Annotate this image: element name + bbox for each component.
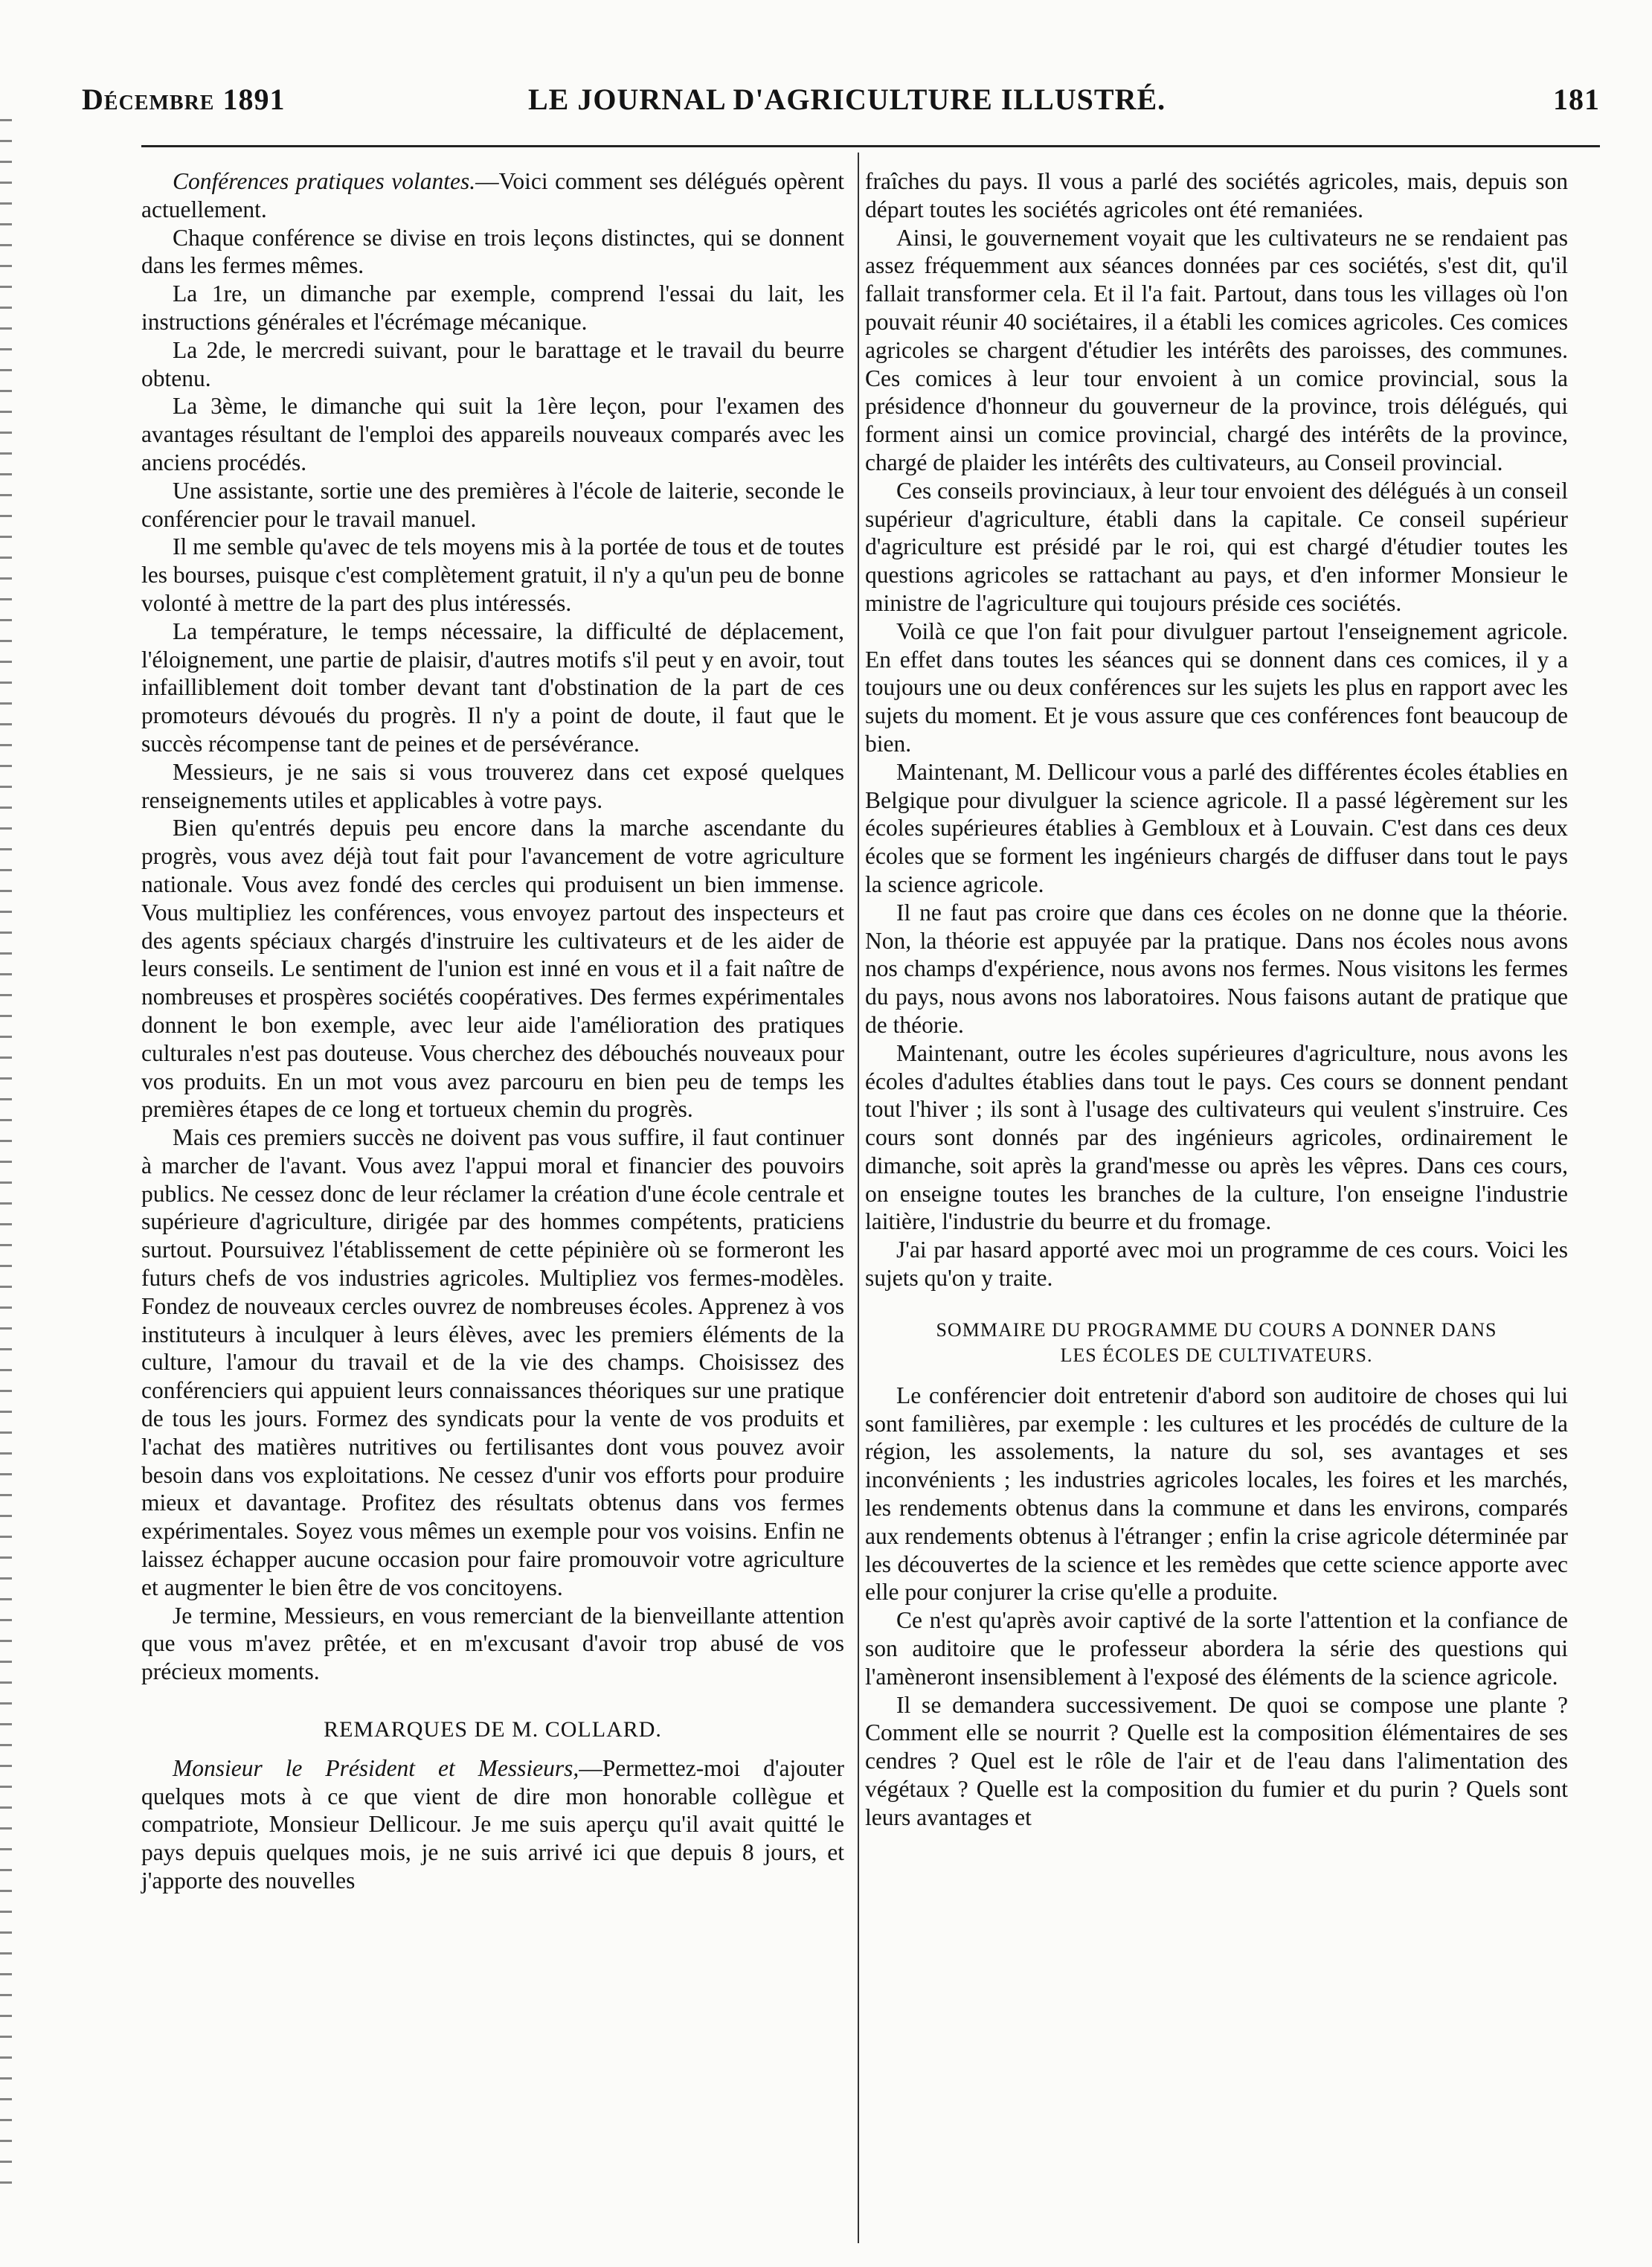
header-date: Décembre 1891 — [82, 83, 286, 116]
paragraph: La température, le temps nécessaire, la difficulté de déplacement, l'éloignement, une partie de plaisir, d'autres motifs s'il peut y en avoir, tout infailliblement doit tomber devant tant d'obstination de la part de ces promoteurs dévoués du progrès. Il n'y a point de doute, il faut que le succès récompense tant de peines et de persévérance. — [141, 618, 844, 757]
running-header — [82, 74, 1600, 126]
paragraph-text: —Voici comment ses délégués opèrent actuellement. — [141, 168, 845, 222]
section-heading-line: LES ÉCOLES DE CULTIVATEURS. — [1060, 1344, 1373, 1366]
salutation: Monsieur le Président et Messieurs, — [173, 1754, 579, 1781]
paragraph: Ce n'est qu'après avoir captivé de la sorte l'attention et la confiance de son auditoire que le professeur abordera la série des questions qui l'amèneront insensiblement à l'exposé des éléments de la science agricole. — [865, 1607, 1568, 1690]
right-column — [865, 167, 1568, 1832]
paragraph-title: Conférences pratiques volantes. — [173, 168, 476, 194]
paragraph: Voilà ce que l'on fait pour divulguer partout l'enseignement agricole. En effet dans toutes les séances qui se donnent dans ces comices, il y a toujours une ou deux conférences sur les sujets les plus en rapport avec les sujets du moment. Et je vous assure que ces conférences font beaucoup de bien. — [865, 618, 1568, 757]
paragraph: Bien qu'entrés depuis peu encore dans la marche ascendante du progrès, vous avez déjà tout fait pour l'avancement de votre agriculture nationale. Vous avez fondé des cercles qui produisent un bien immense. Vous multipliez les conférences, vous envoyez partout des inspecteurs et des agents spéciaux chargés d'instruire les cultivateurs et de les aider de leurs conseils. Le sentiment de l'union est inné en vous et il a fait naître de nombreuses et prospères sociétés coopératives. Des fermes expérimentales donnent le bon exemple, avec leur aide l'amélioration des pratiques culturales n'est pas douteuse. Vous cherchez des débouchés nouveaux pour vos produits. En un mot vous avez parcouru en bien peu de temps les premières étapes de ce long et tortueux chemin du progrès. — [141, 815, 844, 1123]
section-heading-line: SOMMAIRE DU PROGRAMME DU COURS A DONNER DANS — [936, 1318, 1497, 1341]
paragraph: La 1re, un dimanche par exemple, comprend l'essai du lait, les instructions générales et l'écrémage mécanique. — [141, 280, 844, 335]
header-rule — [141, 145, 1600, 147]
section-heading — [865, 1318, 1568, 1368]
journal-title: LE JOURNAL D'AGRICULTURE ILLUSTRÉ. — [528, 83, 1166, 116]
paragraph: Ainsi, le gouvernement voyait que les cultivateurs ne se rendaient pas assez fréquemment aux séances données par ces sociétés, s'est dit, qu'il fallait transformer cela. Et il l'a fait. Partout, dans tous les villages où l'on pouvait réunir 40 sociétaires, il a établi les comices agricoles. Ces comices agricoles se chargent d'étudier les intérêts des paroisses, des communes. Ces comices à leur tour envoient à un comice provincial, sous la présidence d'honneur du gouverneur de la province, trois délégués, qui forment ainsi un comice provincial, chargé des intérêts de la province, chargé de plaider les intérêts des cultivateurs, au Conseil provincial. — [865, 224, 1568, 475]
paragraph: Maintenant, M. Dellicour vous a parlé des différentes écoles établies en Belgique pour divulguer la science agricole. Il a passé légèrement sur les écoles supérieures établies à Gembloux et à Louvain. C'est dans ces deux écoles que se forment les ingénieurs chargés de diffuser dans tout le pays la science agricole. — [865, 758, 1568, 897]
paragraph: Messieurs, je ne sais si vous trouverez dans cet exposé quelques renseignements utiles et applicables à votre pays. — [141, 758, 844, 813]
paragraph: J'ai par hasard apporté avec moi un programme de ces cours. Voici les sujets qu'on y traite. — [865, 1237, 1568, 1292]
paragraph: Maintenant, outre les écoles supérieures d'agriculture, nous avons les écoles d'adultes établies dans tout le pays. Ces cours se donnent pendant tout l'hiver ; ils sont à l'usage des cultivateurs qui veulent s'instruire. Ces cours sont donnés par des ingénieurs agricoles, ordinairement le dimanche, soit après la grand'messe ou après les vêpres. Dans ces cours, on enseigne toutes les branches de la culture, l'on enseigne l'industrie laitière, l'industrie du beurre et du fromage. — [865, 1039, 1568, 1235]
paragraph: Il me semble qu'avec de tels moyens mis à la portée de tous et de toutes les bourses, puisque c'est complètement gratuit, il n'y a qu'un peu de bonne volonté à mettre de la part des plus intéressés. — [141, 533, 844, 616]
paragraph — [141, 167, 844, 224]
paragraph: Le conférencier doit entretenir d'abord son auditoire de choses qui lui sont familières, par exemple : les cultures et les procédés de culture de la région, les assolements, la nature du sol, ses avantages et ses inconvénients ; les industries agricoles locales, les foires et les marchés, les rendements obtenus dans la commune et dans les environs, comparés aux rendements obtenus à l'étranger ; enfin la crise agricole déterminée par les découvertes de la science et les remèdes que cette science apporte avec elle pour conjurer la crise qu'elle a produite. — [865, 1382, 1568, 1606]
paragraph: Il se demandera successivement. De quoi se compose une plante ? Comment elle se nourrit ? Quelle est la composition élémentaires de ses cendres ? Quel est le rôle de l'air et de l'eau dans l'alimentation des végétaux ? Quelle est la composition du fumier et du purin ? Quels sont leurs avantages et — [865, 1691, 1568, 1830]
paragraph: Chaque conférence se divise en trois leçons distinctes, qui se donnent dans les fermes mêmes. — [141, 224, 844, 279]
paragraph — [141, 1754, 844, 1895]
column-divider — [858, 153, 859, 2243]
page-number: 181 — [1553, 83, 1600, 116]
paragraph: Il ne faut pas croire que dans ces écoles on ne donne que la théorie. Non, la théorie est appuyée par la pratique. Dans nos écoles nous avons nos champs d'expérience, nous avons nos fermes. Nous visitons les fermes du pays, nous avons nos laboratoires. Nous faisons autant de pratique que de théorie. — [865, 899, 1568, 1038]
left-column — [141, 167, 844, 1895]
paragraph: Mais ces premiers succès ne doivent pas vous suffire, il faut continuer à marcher de l'avant. Vous avez l'appui moral et financier des pouvoirs publics. Ne cessez donc de leur réclamer la création d'une école centrale et supérieure d'agriculture, dirigée par des hommes compétents, praticiens surtout. Poursuivez l'établissement de cette pépinière où se formeront les futurs chefs de vos industries agricoles. Multipliez vos fermes-modèles. Fondez de nouveaux cercles ouvrez de nombreuses écoles. Apprenez à vos instituteurs à inculquer à leurs élèves, avec les premiers éléments de la culture, l'amour du travail et de la vie des champs. Choisissez des conférenciers qui appuient leurs connaissances théoriques sur une pratique de tous les jours. Formez des syndicats pour la vente de vos produits et l'achat des matières nutritives ou fertilisantes dont vous pouvez avoir besoin dans vos exploitations. Ne cessez d'unir vos efforts pour produire mieux et davantage. Profitez des résultats obtenus dans vos fermes expérimentales. Soyez vous mêmes un exemple pour vos voisins. Enfin ne laissez échapper aucune occasion pour faire promouvoir votre agriculture et augmenter le bien être de vos concitoyens. — [141, 1124, 844, 1600]
paragraph: Ces conseils provinciaux, à leur tour envoient des délégués à un conseil supérieur d'agriculture, établi dans la capitale. Ce conseil supérieur d'agriculture est présidé par le roi, qui est chargé d'étudier toutes les questions agricoles se rattachant au pays, et d'en informer Monsieur le ministre de l'agriculture qui toujours préside ces sociétés. — [865, 477, 1568, 616]
paragraph-text: —Permettez-moi d'ajouter quelques mots à ce que vient de dire mon honorable collègue et compatriote, Monsieur Dellicour. Je me suis aperçu qu'il avait quitté le pays depuis quelques mois, je ne suis arrivé ici que depuis 8 jours, et j'apporte des nouvelles — [141, 1754, 844, 1894]
paragraph: Une assistante, sortie une des premières à l'école de laiterie, seconde le conférencier pour le travail manuel. — [141, 477, 844, 532]
binding-edge — [0, 119, 12, 2202]
paragraph: La 2de, le mercredi suivant, pour le barattage et le travail du beurre obtenu. — [141, 336, 844, 391]
paragraph: Je termine, Messieurs, en vous remerciant de la bienveillante attention que vous m'avez prêtée, et en m'excusant d'avoir trop abusé de vos précieux moments. — [141, 1602, 844, 1685]
paragraph: La 3ème, le dimanche qui suit la 1ère leçon, pour l'examen des avantages résultant de l'emploi des appareils nouveaux comparés avec les anciens procédés. — [141, 393, 844, 475]
paragraph: fraîches du pays. Il vous a parlé des sociétés agricoles, mais, depuis son départ toutes les sociétés agricoles ont été remaniées. — [865, 168, 1568, 222]
section-heading: REMARQUES DE M. COLLARD. — [324, 1717, 662, 1742]
